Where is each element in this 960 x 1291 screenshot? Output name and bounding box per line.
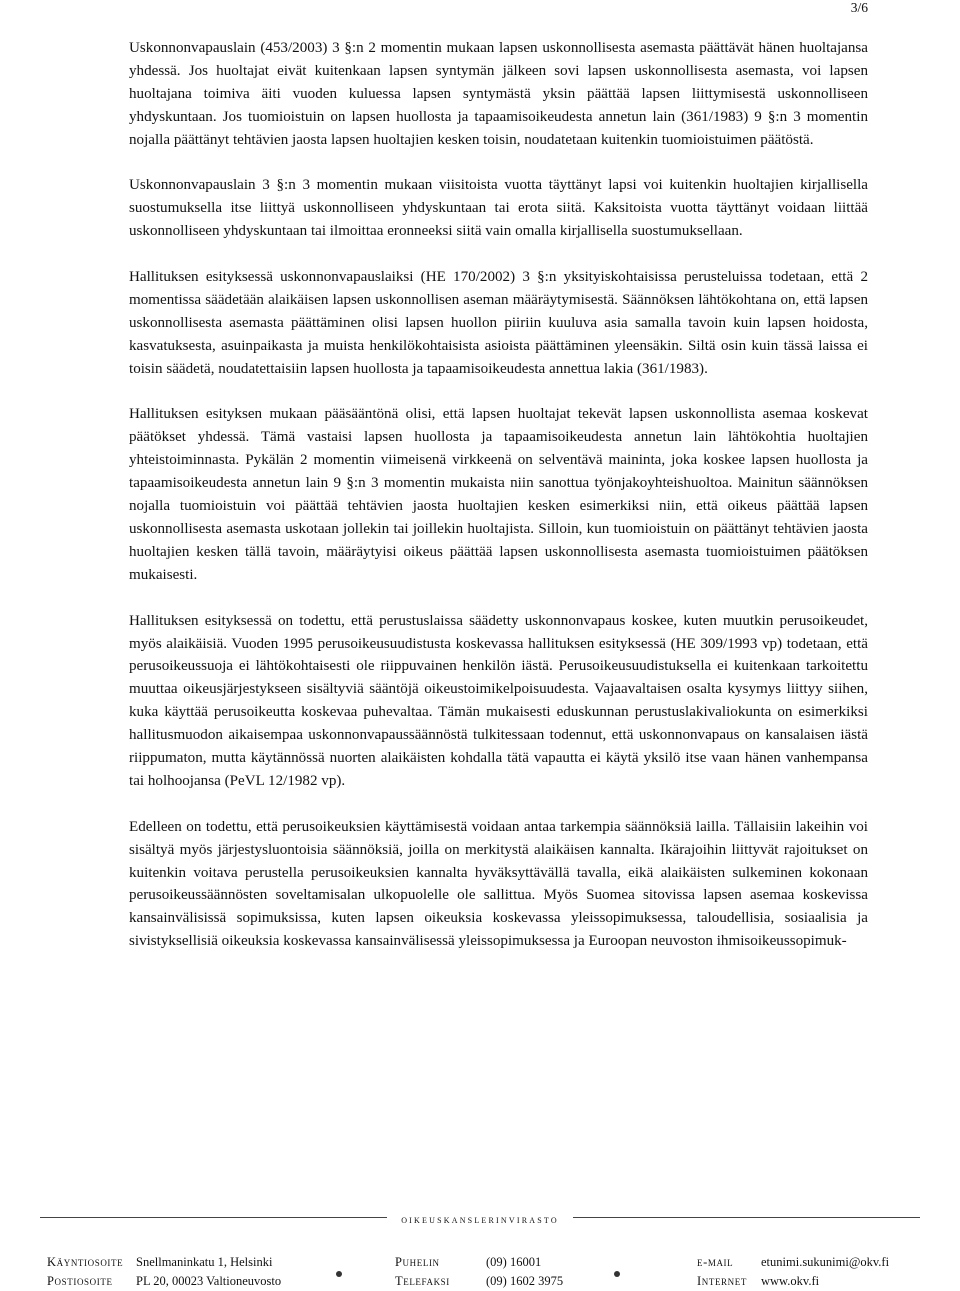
website[interactable]: www.okv.fi [761,1274,820,1288]
email[interactable]: etunimi.sukunimi@okv.fi [761,1255,890,1269]
paragraph: Hallituksen esityksessä uskonnonvapauslaiksi (HE 170/2002) 3 §:n yksityiskohtaisissa perusteluissa todetaan, että 2 momentissa säädetään alaikäisen lapsen uskonnollisen aseman määräytymisestä. Säännöksen lähtökohtana on, että lapsen uskonnollisesta asemasta päättäminen olisi lapsen huollon piiriin kuuluva asia samalla tavoin kuin lapsen hoidosta, kasvatuksesta, asuinpaikasta ja muista henkilökohtaisista asioista päättäminen yleensäkin. Siltä osin kuin tässä laissa ei toisin säädetä, noudatettaisiin lapsen huollosta ja tapaamisoikeudesta annettua lakia (361/1983). [129,269,868,377]
fax: (09) 1602 3975 [486,1274,564,1288]
internet-label: Internet [697,1274,747,1288]
email-label: e-mail [697,1255,734,1269]
visiting-address: Snellmaninkatu 1, Helsinki [136,1255,273,1269]
footer-row-1 [0,1253,960,1271]
phone: (09) 16001 [486,1255,542,1269]
postal-address-label: Postiosoite [47,1274,113,1288]
footer-row-2 [0,1272,960,1290]
paragraph: Hallituksen esityksen mukaan pääsääntönä olisi, että lapsen huoltajat tekevät lapsen uskonnollista asemaa koskevat päätökset yhdessä. Tämä vastaisi lapsen huollosta ja tapaamisoikeudesta annetun lain lähtökohtia huoltajien yhteistoiminnasta. Pykälän 2 momentin viimeisenä virkkeenä on selventävä maininta, joka koskee lapsen huollosta ja tapaamisoikeudesta annetun lain 9 §:n 3 momentin mukaista niin sanottua työnjakoyhteishuoltoa. Mainitun säännöksen nojalla tuomioistuin voi päättää tehtävien jaosta huoltajien kesken esimerkiksi niin, että oikeus päättää lapsen uskonnollisesta asemasta uskotaan jollekin tai joillekin huoltajista. Silloin, kun tuomioistuin on päättänyt tehtävien jaosta huoltajien kesken tällä tavoin, määräytyisi oikeus päättää lapsen uskonnollisesta asemasta tuomioistuimen päätöksen mukaisesti. [129,406,868,583]
paragraph: Uskonnonvapauslain 3 §:n 3 momentin mukaan viisitoista vuotta täyttänyt lapsi voi kuitenkin huoltajien kirjallisella suostumuksella itse liittyä uskonnolliseen yhdyskuntaan tai erota siitä. Kaksitoista vuotta täyttänyt voidaan liittää uskonnolliseen yhdyskuntaan tai ilmoittaa eronneeksi siitä vain omalla kirjallisella suostumuksellaan. [129,177,868,240]
separator-dot-icon [614,1271,620,1277]
document-body [129,37,868,976]
fax-label: Telefaksi [395,1274,450,1288]
postal-address: PL 20, 00023 Valtioneuvosto [136,1274,282,1288]
visiting-address-label: Käyntiosoite [47,1255,124,1269]
phone-label: Puhelin [395,1255,440,1269]
agency-label: oikeuskanslerinvirasto [387,1212,573,1228]
paragraph: Hallituksen esityksessä on todettu, että perustuslaissa säädetty uskonnonvapaus koskee, kuten muutkin perusoikeudet, myös alaikäisiä. Vuoden 1995 perusoikeusuudistusta koskevassa hallituksen esityksessä (HE 309/1993 vp) todetaan, että perusoikeussuoja ei lähtökohtaisesti ole riippuvainen henkilön iästä. Perusoikeusuudistuksella ei kuitenkaan tarkoitettu muuttaa oikeusjärjestykseen sisältyviä sääntöjä oikeustoimikelpoisuudesta. Vajaavaltaisen osalta kysymys liittyy siihen, kuka käyttää perusoikeutta koskevaa puhevaltaa. Tämän mukaisesti eduskunnan perustuslakivaliokunta on esimerkiksi hallitusmuodon aikaisempaa uskonnonvapaussäännöstä tulkitessaan todennut, että uskonnonvapaus on kansalaisen iästä riippumaton, mutta käytännössä nuorten alaikäisten kohdalla tätä vapautta ei käytä yksilö itse vaan hänen vanhempansa tai holhoojansa (PeVL 12/1982 vp). [129,612,868,789]
paragraph: Edelleen on todettu, että perusoikeuksien käyttämisestä voidaan antaa tarkempia säännöksiä lailla. Tällaisiin lakeihin voi sisältyä myös järjestysluontoisia säännöksiä, joilla on merkitystä alaikäisen kannalta. Ikärajoihin liittyvät rajoitukset on kuitenkin voitava perustella perusoikeuksien kannalta hyväksyttävällä tavalla, eikä alaikäisten sulkeminen kokonaan perusoikeussäännösten soveltamisalan ulkopuolelle ole sallittua. Myös Suomea sitovissa lapsen asemaa koskevissa kansainvälisissä sopimuksissa, kuten lapsen oikeuksia koskevassa yleissopimuksessa, taloudellisia, sosiaalisia ja sivistyksellisiä oikeuksia koskevassa kansainvälisessä yleissopimuksessa ja Euroopan neuvoston ihmisoikeussopimuk- [129,818,868,950]
paragraph: Uskonnonvapauslain (453/2003) 3 §:n 2 momentin mukaan lapsen uskonnollisesta asemasta päättävät hänen huoltajansa yhdessä. Jos huoltajat eivät kuitenkaan lapsen syntymän jälkeen sovi lapsen uskonnollisesta asemasta, voi lapsen huoltajana toimiva äiti vuoden kuluessa lapsen syntymästä yksin päättää lapsen liittymisestä uskonnolliseen yhdyskuntaan. Jos tuomioistuin on lapsen huollosta ja tapaamisoikeudesta annetun lain (361/1983) 9 §:n 3 momentin nojalla päättänyt tehtävien jaosta lapsen huoltajien kesken toisin, noudatetaan kuitenkin tuomioistuimen päätöstä. [129,40,868,148]
footer-agency-name [0,1210,960,1228]
separator-dot-icon [336,1271,342,1277]
page-number: 3/6 [850,0,868,15]
